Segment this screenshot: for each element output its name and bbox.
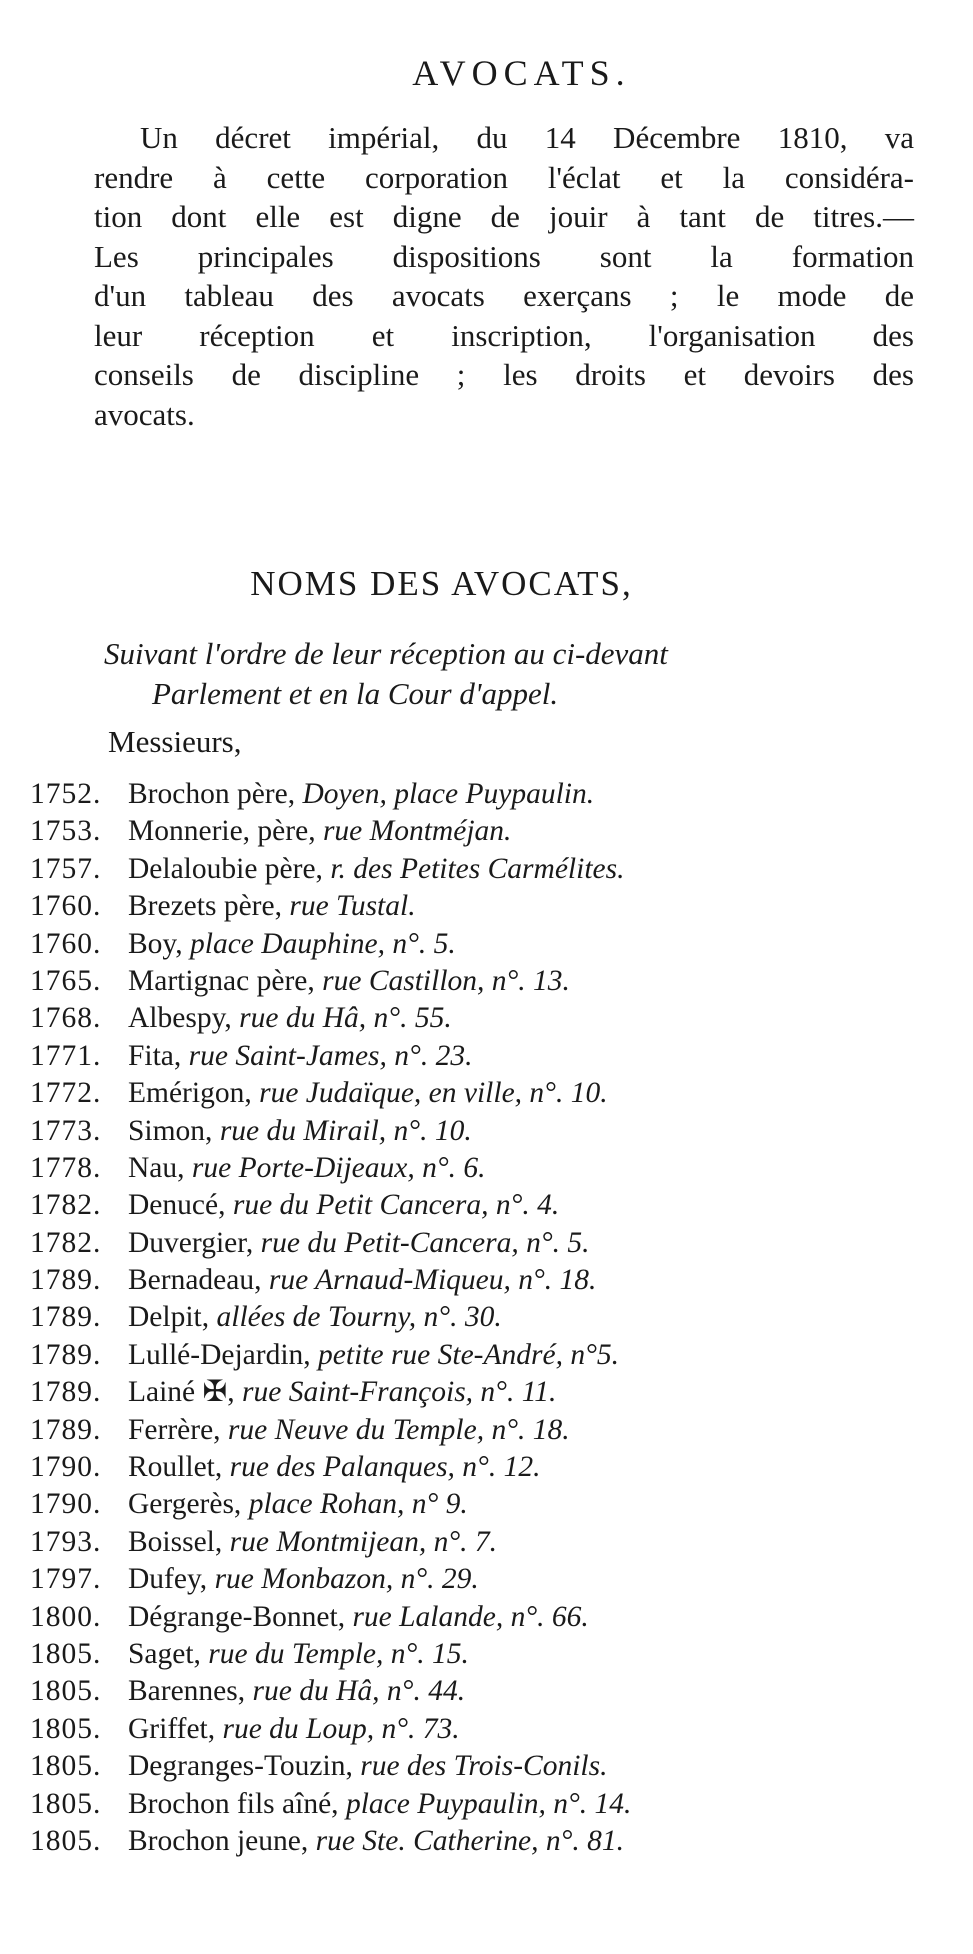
- entry-year: 1778.: [30, 1151, 102, 1184]
- lawyer-entry: [30, 1299, 960, 1336]
- lawyer-entry: [30, 1262, 960, 1299]
- entry-year: 1789.: [30, 1376, 102, 1409]
- lawyer-entry: [30, 776, 960, 813]
- lawyer-entry: [30, 1748, 960, 1785]
- entry-year: 1805.: [30, 1712, 102, 1745]
- lawyer-entry: [30, 888, 960, 925]
- lawyer-entry: [30, 1374, 960, 1411]
- entry-name: Duvergier,: [128, 1226, 254, 1259]
- entry-address: place Puypaulin, n°. 14.: [345, 1787, 632, 1820]
- intro-line: Les principales dispositions sont la formation: [94, 238, 914, 274]
- entry-address: place Dauphine, n°. 5.: [190, 927, 456, 960]
- entry-address: rue du Temple, n°. 15.: [208, 1637, 469, 1670]
- entry-year: 1757.: [30, 852, 102, 885]
- entry-name: Saget,: [128, 1637, 201, 1670]
- lawyer-entry: [30, 1038, 960, 1075]
- entry-name: Monnerie, père,: [128, 815, 316, 848]
- subtitle-line: Suivant l'ordre de leur réception au ci-devant: [104, 636, 668, 671]
- lawyer-entry: [30, 813, 960, 850]
- lawyer-entry: [30, 926, 960, 963]
- entry-name: Delpit,: [128, 1301, 210, 1334]
- entry-name: Barennes,: [128, 1675, 246, 1708]
- entry-name: Lullé-Dejardin,: [128, 1338, 311, 1371]
- lawyer-entry: [30, 1150, 960, 1187]
- entry-year: 1793.: [30, 1525, 102, 1558]
- entry-year: 1790.: [30, 1488, 102, 1521]
- entry-address: rue Neuve du Temple, n°. 18.: [227, 1413, 570, 1446]
- entry-name: Bernadeau,: [128, 1264, 262, 1297]
- lawyer-entry: [30, 1524, 960, 1561]
- entry-year: 1773.: [30, 1114, 102, 1147]
- entry-year: 1789.: [30, 1264, 102, 1297]
- entry-address: rue du Mirail, n°. 10.: [219, 1114, 472, 1147]
- intro-line: tion dont elle est digne de jouir à tant de titres.—: [94, 199, 914, 234]
- lawyer-entry: [30, 1412, 960, 1449]
- lawyer-entry: [30, 1075, 960, 1112]
- entry-name: Roullet,: [128, 1451, 223, 1484]
- lawyer-entry: [30, 1599, 960, 1636]
- entry-year: 1772.: [30, 1077, 102, 1110]
- entry-year: 1765.: [30, 964, 102, 997]
- intro-line: Un décret impérial, du 14 Décembre 1810, va: [140, 120, 914, 155]
- entry-year: 1789.: [30, 1301, 102, 1334]
- entry-name: Brochon fils aîné,: [128, 1787, 339, 1820]
- entry-year: 1782.: [30, 1189, 102, 1222]
- lawyer-list: [30, 776, 960, 1860]
- intro-line: leur réception et inscription, l'organisation des: [94, 317, 914, 353]
- entry-year: 1797.: [30, 1563, 102, 1596]
- entry-name: Lainé ✠,: [128, 1376, 235, 1409]
- lawyer-entry: [30, 1187, 960, 1224]
- lawyer-entry: [30, 1823, 960, 1860]
- entry-year: 1752.: [30, 778, 102, 810]
- entry-year: 1768.: [30, 1002, 102, 1035]
- entry-year: 1789.: [30, 1413, 102, 1446]
- entry-year: 1753.: [30, 815, 102, 848]
- entry-address: rue Judaïque, en ville, n°. 10.: [259, 1077, 608, 1110]
- list-subtitle: [104, 634, 864, 714]
- entry-name: Brezets père,: [128, 890, 282, 923]
- entry-name: Gergerès,: [128, 1488, 242, 1521]
- lawyer-entry: [30, 1636, 960, 1673]
- lawyer-entry: [30, 1486, 960, 1523]
- entry-address: rue Castillon, n°. 13.: [322, 964, 570, 997]
- entry-year: 1771.: [30, 1039, 102, 1072]
- entry-name: Brochon père,: [128, 778, 296, 810]
- entry-address: rue des Trois-Conils.: [360, 1750, 608, 1783]
- entry-address: allées de Tourny, n°. 30.: [216, 1301, 502, 1334]
- subtitle-line: Parlement et en la Cour d'appel.: [152, 676, 559, 711]
- entry-name: Nau,: [128, 1151, 185, 1184]
- lawyer-entry: [30, 1673, 960, 1710]
- entry-name: Griffet,: [128, 1712, 216, 1745]
- intro-line: avocats.: [94, 396, 195, 432]
- page-heading: AVOCATS.: [412, 53, 631, 93]
- lawyer-entry: [30, 1337, 960, 1374]
- intro-line: d'un tableau des avocats exerçans ; le mode de: [94, 278, 914, 313]
- entry-name: Martignac père,: [128, 964, 315, 997]
- salutation: Messieurs,: [108, 724, 242, 759]
- entry-name: Emérigon,: [128, 1077, 252, 1110]
- entry-address: petite rue Ste-André, n°5.: [318, 1338, 620, 1371]
- entry-name: Boissel,: [128, 1525, 223, 1558]
- entry-address: rue Saint-James, n°. 23.: [188, 1039, 473, 1072]
- entry-year: 1760.: [30, 927, 102, 960]
- entry-name: Delaloubie père,: [128, 852, 323, 885]
- entry-address: place Rohan, n° 9.: [248, 1488, 468, 1521]
- entry-address: rue du Hâ, n°. 55.: [239, 1002, 452, 1035]
- entry-year: 1790.: [30, 1451, 102, 1484]
- entry-address: rue Saint-François, n°. 11.: [242, 1376, 557, 1409]
- entry-year: 1805.: [30, 1787, 102, 1820]
- entry-name: Dégrange-Bonnet,: [128, 1600, 346, 1633]
- entry-year: 1782.: [30, 1226, 102, 1259]
- lawyer-entry: [30, 1449, 960, 1486]
- entry-address: Doyen, place Puypaulin.: [302, 778, 595, 810]
- list-title: NOMS DES AVOCATS,: [250, 564, 633, 603]
- lawyer-entry: [30, 1225, 960, 1262]
- entry-address: rue Arnaud-Miqueu, n°. 18.: [268, 1264, 597, 1297]
- lawyer-entry: [30, 963, 960, 1000]
- entry-address: rue Ste. Catherine, n°. 81.: [315, 1824, 625, 1857]
- entry-address: rue Porte-Dijeaux, n°. 6.: [191, 1151, 486, 1184]
- entry-year: 1760.: [30, 890, 102, 923]
- entry-address: rue du Loup, n°. 73.: [222, 1712, 460, 1745]
- entry-name: Fita,: [128, 1039, 182, 1072]
- entry-year: 1805.: [30, 1824, 102, 1857]
- entry-address: rue du Petit-Cancera, n°. 5.: [260, 1226, 590, 1259]
- lawyer-entry: [30, 1561, 960, 1598]
- entry-address: rue des Palanques, n°. 12.: [229, 1451, 541, 1484]
- entry-year: 1805.: [30, 1750, 102, 1783]
- entry-address: rue Lalande, n°. 66.: [352, 1600, 589, 1633]
- entry-address: rue Monbazon, n°. 29.: [214, 1563, 479, 1596]
- entry-address: rue Montméjan.: [322, 815, 512, 848]
- entry-address: rue du Petit Cancera, n°. 4.: [232, 1189, 560, 1222]
- entry-name: Dufey,: [128, 1563, 208, 1596]
- lawyer-entry: [30, 1113, 960, 1150]
- entry-name: Denucé,: [128, 1189, 226, 1222]
- lawyer-entry: [30, 1786, 960, 1823]
- entry-year: 1805.: [30, 1675, 102, 1708]
- entry-year: 1789.: [30, 1338, 102, 1371]
- lawyer-entry: [30, 1711, 960, 1748]
- entry-year: 1800.: [30, 1600, 102, 1633]
- entry-name: Boy,: [128, 927, 183, 960]
- entry-year: 1805.: [30, 1637, 102, 1670]
- entry-name: Albespy,: [128, 1002, 232, 1035]
- entry-name: Simon,: [128, 1114, 213, 1147]
- lawyer-entry: [30, 851, 960, 888]
- entry-name: Ferrère,: [128, 1413, 221, 1446]
- entry-address: rue Montmijean, n°. 7.: [229, 1525, 498, 1558]
- entry-name: Degranges-Touzin,: [128, 1750, 353, 1783]
- entry-name: Brochon jeune,: [128, 1824, 309, 1857]
- lawyer-entry: [30, 1000, 960, 1037]
- entry-address: rue Tustal.: [289, 890, 416, 923]
- entry-address: r. des Petites Carmélites.: [330, 852, 625, 885]
- intro-line: conseils de discipline ; les droits et devoirs des: [94, 357, 914, 392]
- intro-line: rendre à cette corporation l'éclat et la considéra-: [94, 159, 914, 195]
- intro-paragraph: [94, 118, 914, 434]
- entry-address: rue du Hâ, n°. 44.: [252, 1675, 466, 1708]
